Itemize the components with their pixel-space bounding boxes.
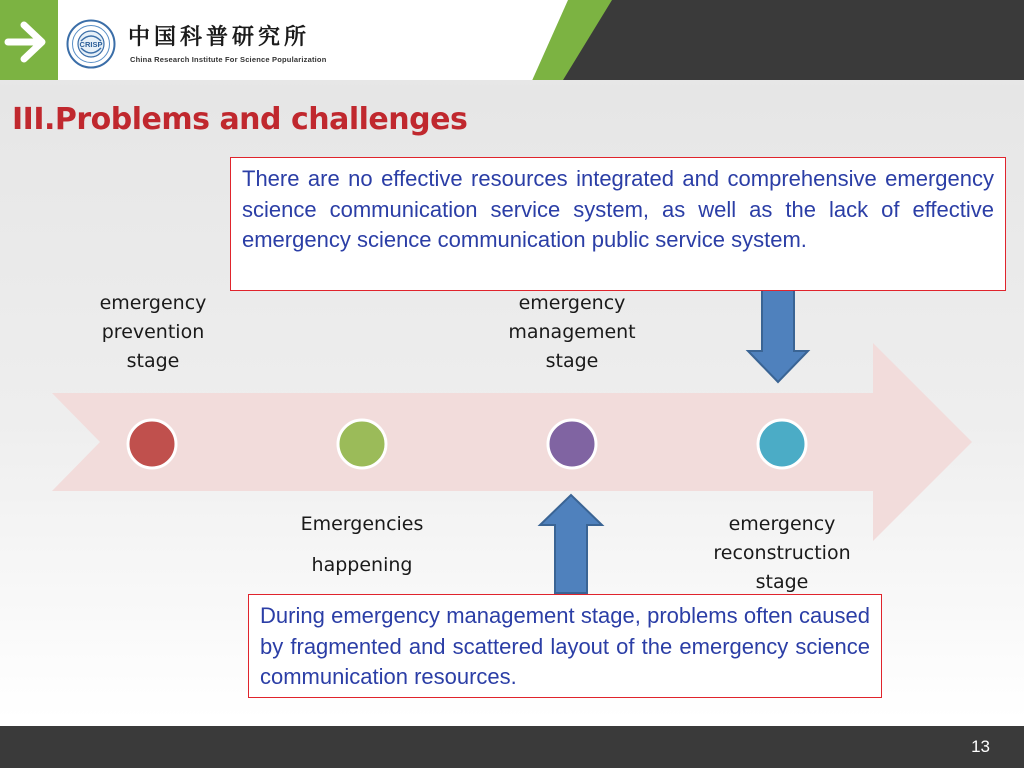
stage-label-prevention: emergency prevention stage <box>99 292 207 372</box>
up-pointer-arrow <box>540 495 602 593</box>
svg-text:CRISP: CRISP <box>79 40 103 49</box>
problem-callout-bottom: During emergency management stage, problems often caused by fragmented and scattered layout of the emergency science communication resources. <box>248 594 882 698</box>
logo-chinese-name: 中国科普研究所 <box>128 24 311 50</box>
stage-label-management: emergency management stage <box>508 292 636 372</box>
stage-label-reconstruction: emergency reconstruction stage <box>713 513 851 593</box>
dot-emergencies <box>338 420 386 468</box>
dot-prevention <box>128 420 176 468</box>
page-title: III.Problems and challenges <box>12 102 468 137</box>
footer-bar <box>0 726 1024 768</box>
logo-english-name: China Research Institute For Science Popularization <box>130 55 327 64</box>
page-number: 13 <box>971 737 990 756</box>
down-pointer-arrow <box>748 290 808 382</box>
dot-reconstruction <box>758 420 806 468</box>
problem-callout-top: There are no effective resources integrated and comprehensive emergency science communication service system, as well as the lack of effective emergency science communication public service system. <box>230 157 1006 291</box>
stage-label-happening: happening <box>311 554 413 576</box>
dot-management <box>548 420 596 468</box>
stage-label-emergencies: Emergencies <box>300 513 424 535</box>
